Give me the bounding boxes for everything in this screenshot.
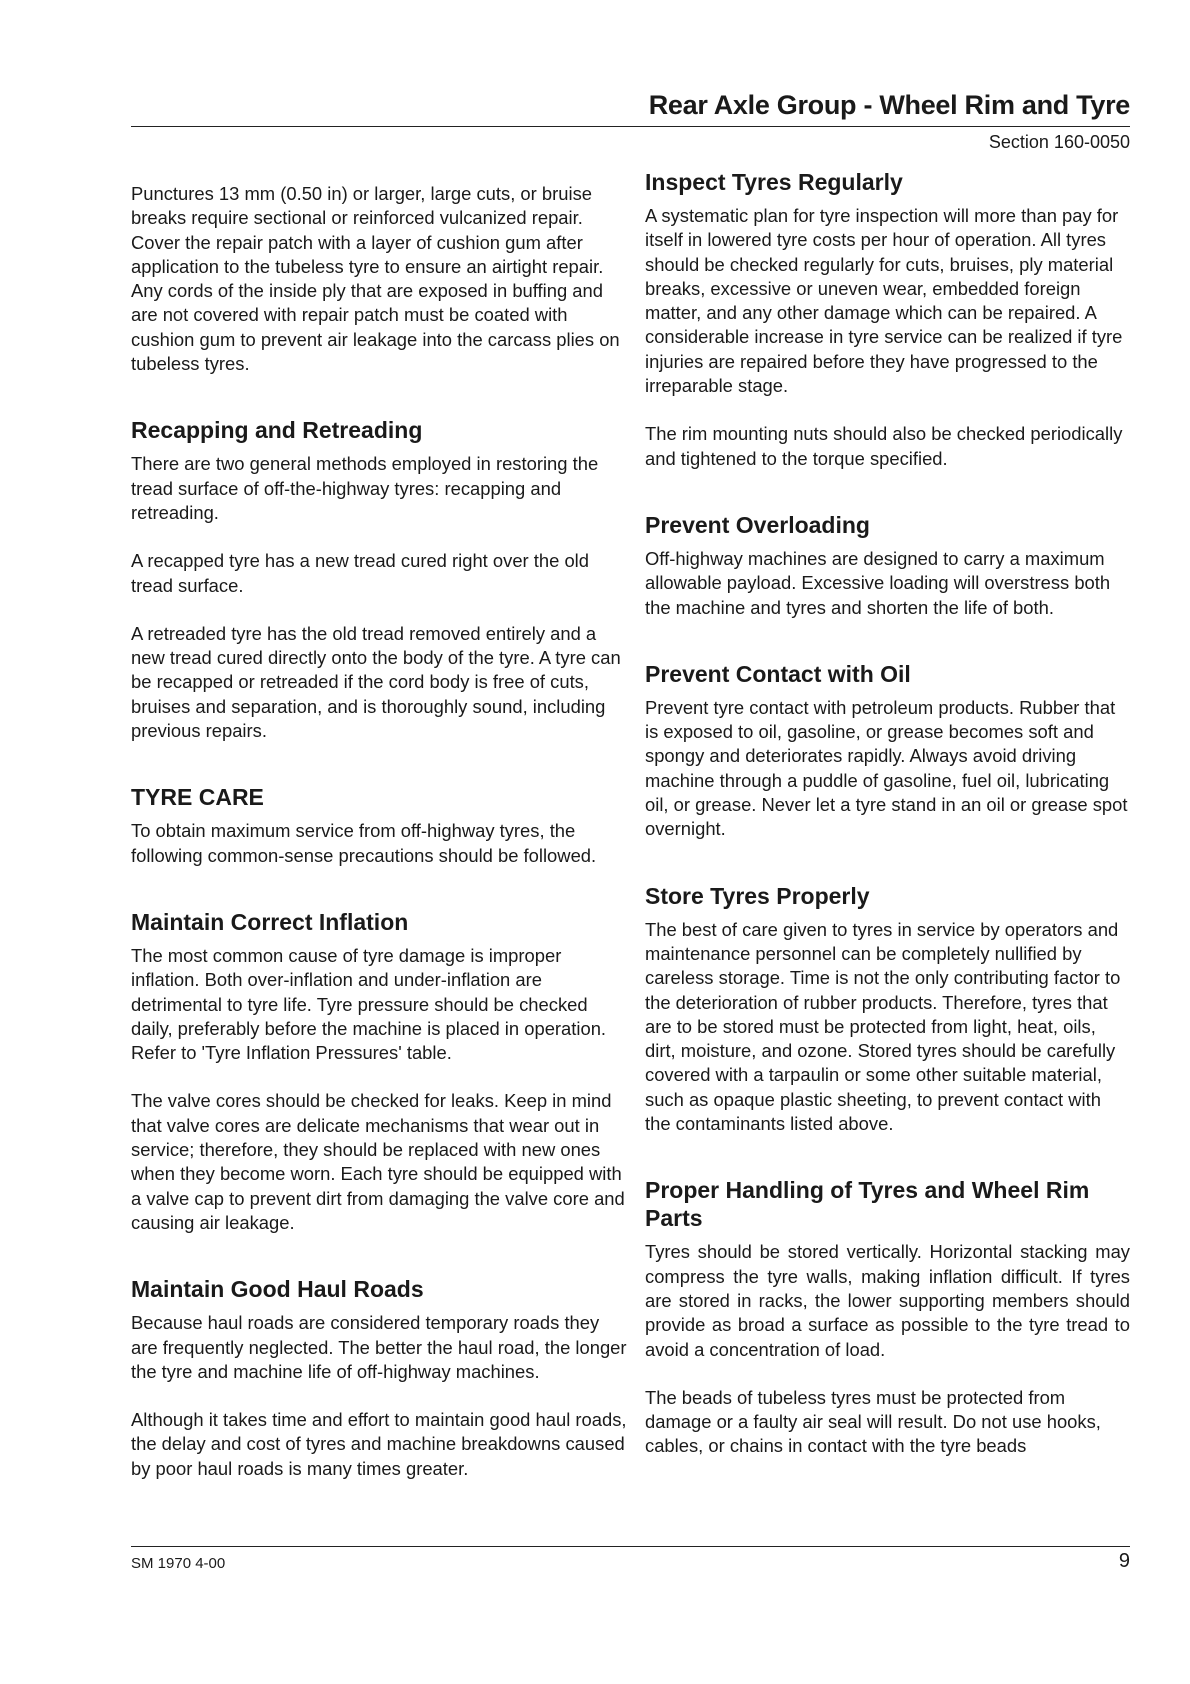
footer-divider bbox=[131, 1546, 1130, 1547]
handling-heading: Proper Handling of Tyres and Wheel Rim Parts bbox=[645, 1177, 1090, 1232]
header-divider bbox=[131, 126, 1130, 127]
section-number: Section 160-0050 bbox=[988, 132, 1130, 152]
tyre-care-paragraph: To obtain maximum service from off-highway tyres, the following common-sense precautions should be followed. bbox=[131, 820, 597, 866]
inflation-paragraph-1: The most common cause of tyre damage is improper inflation. Both over-inflation and under-inflation are detrimental to tyre life. Tyre pressure should be checked daily, preferably before the machine is placed in operation. Refer to 'Tyre Inflation Pressures' table. bbox=[131, 944, 607, 1064]
recapping-paragraph-1: There are two general methods employed in restoring the tread surface of off-the-highway tyres: recapping and retreading. bbox=[131, 453, 599, 523]
tyre-care-heading: TYRE CARE bbox=[131, 784, 264, 811]
overloading-heading: Prevent Overloading bbox=[645, 511, 870, 538]
oil-paragraph: Prevent tyre contact with petroleum products. Rubber that is exposed to oil, gasoline, or grease becomes soft and spongy and deteriorates rapidly. Always avoid driving machine through a puddle of gasoline, fuel oil, lubricating oil, or grease. Never let a tyre stand in an oil or grease spot overnight. bbox=[645, 696, 1128, 840]
document-reference: SM 1970 4-00 bbox=[131, 1555, 226, 1572]
recapping-heading: Recapping and Retreading bbox=[131, 417, 423, 444]
intro-paragraph: Punctures 13 mm (0.50 in) or larger, large cuts, or bruise breaks require sectional or reinforced vulcanized repair. Cover the repair patch with a layer of cushion gum after application to the tubeless tyre to ensure an airtight repair. Any cords of the inside ply that are exposed in buffing and are not covered with repair patch must be coated with cushion gum to prevent air leakage into the carcass plies on tubeless tyres. bbox=[131, 183, 620, 375]
recapping-paragraph-2: A recapped tyre has a new tread cured right over the old tread surface. bbox=[131, 550, 589, 596]
inspect-heading: Inspect Tyres Regularly bbox=[645, 169, 903, 195]
inspect-paragraph-1: A systematic plan for tyre inspection will more than pay for itself in lowered tyre costs per hour of operation. All tyres should be checked regularly for cuts, bruises, ply material breaks, excessive or uneven wear, embedded foreign matter, and any other damage which can be repaired. A considerable increase in tyre service can be realized if tyre injuries are repaired before they have progressed to the irreparable stage. bbox=[645, 205, 1123, 397]
storage-heading: Store Tyres Properly bbox=[645, 882, 870, 909]
recapping-paragraph-3: A retreaded tyre has the old tread removed entirely and a new tread cured directly onto the body of the tyre. A tyre can be recapped or retreaded if the cord body is free of cuts, bruises and separation, and is thoroughly sound, including previous repairs. bbox=[131, 622, 621, 742]
haul-roads-paragraph-1: Because haul roads are considered temporary roads they are frequently neglected. The better the haul road, the longer the tyre and machine life of off-highway machines. bbox=[131, 1312, 627, 1382]
inflation-paragraph-2: The valve cores should be checked for leaks. Keep in mind that valve cores are delicate mechanisms that wear out in service; therefore, they should be replaced with new ones when they become worn. Each tyre should be equipped with a valve cap to prevent dirt from damaging the valve core and causing air leakage. bbox=[131, 1090, 625, 1233]
handling-paragraph-2: The beads of tubeless tyres must be protected from damage or a faulty air seal will result. Do not use hooks, cables, or chains in contact with the tyre beads bbox=[645, 1386, 1101, 1457]
overloading-paragraph: Off-highway machines are designed to carry a maximum allowable payload. Excessive loading will overstress both the machine and tyres and shorten the life of both. bbox=[645, 547, 1111, 618]
page-number: 9 bbox=[1118, 1550, 1130, 1572]
right-column bbox=[645, 168, 1130, 1483]
inspect-paragraph-2: The rim mounting nuts should also be checked periodically and tightened to the torque specified. bbox=[645, 423, 1123, 469]
page-title: Rear Axle Group - Wheel Rim and Tyre bbox=[648, 90, 1130, 120]
storage-paragraph: The best of care given to tyres in service by operators and maintenance personnel can be completely nullified by careless storage. Time is not the only contributing factor to the deterioration of rubber products. Therefore, tyres that are to be stored must be protected from light, heat, oils, dirt, moisture, and ozone. Stored tyres should be carefully covered with a tarpaulin or some other suitable material, such as opaque plastic sheeting, to prevent contact with the contaminants listed above. bbox=[645, 918, 1121, 1135]
inflation-heading: Maintain Correct Inflation bbox=[131, 908, 409, 935]
oil-heading: Prevent Contact with Oil bbox=[645, 660, 911, 687]
handling-paragraph-1: Tyres should be stored vertically. Horizontal stacking may compress the tyre walls, making inflation difficult. If tyres are stored in racks, the lower supporting members should provide as broad a surface as possible to the tyre tread to avoid a concentration of load. bbox=[645, 1241, 1130, 1360]
haul-roads-heading: Maintain Good Haul Roads bbox=[131, 1276, 424, 1303]
left-column bbox=[131, 168, 630, 1505]
haul-roads-paragraph-2: Although it takes time and effort to maintain good haul roads, the delay and cost of tyres and machine breakdowns caused by poor haul roads is many times greater. bbox=[131, 1409, 627, 1479]
